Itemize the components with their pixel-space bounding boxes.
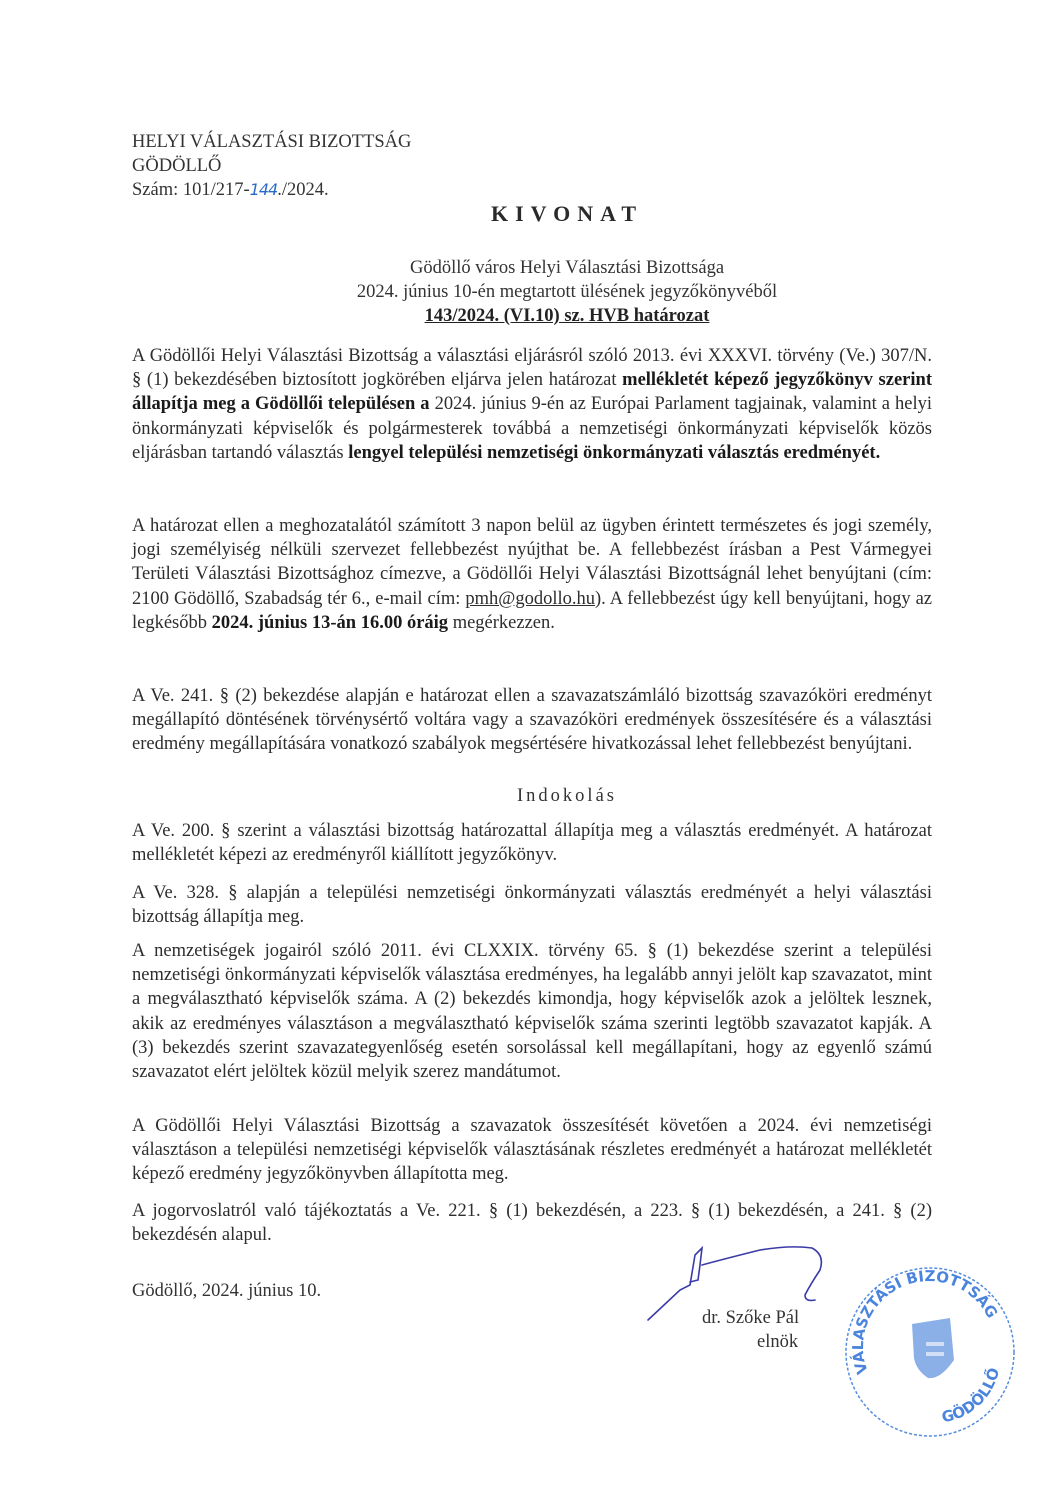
- resolution-number: 143/2024. (VI.10) sz. HVB határozat: [424, 306, 710, 326]
- issuer-header: [132, 130, 411, 202]
- subtitle-line-2: 2024. június 10-én megtartott ülésének jegyzőkönyvéből: [356, 282, 778, 302]
- email-link[interactable]: pmh@godollo.hu: [465, 588, 596, 609]
- reasoning-paragraph-5: A jogorvoslatról való tájékoztatás a Ve. 221. § (1) bekezdésén, a 223. § (1) bekezdésén, a 241. § (2) bekezdésén alapul.: [132, 1201, 932, 1246]
- subtitle-line-1: Gödöllő város Helyi Választási Bizottsága: [409, 258, 725, 278]
- document-subtitle: [0, 256, 1059, 328]
- reasoning-paragraph-2: A Ve. 328. § alapján a települési nemzetiségi önkormányzati választás eredményét a helyi választási bizottság állapítja meg.: [132, 883, 932, 928]
- paragraph-decision: A Gödöllői Helyi Választási Bizottság a választási eljárásról szóló 2013. évi XXXVI. törvény (Ve.) 307/N. § (1) bekezdésében biztosított jogkörében eljárva jelen határozat mellékletét képező jegyzőkönyv szerint állapítja meg a Gödöllői településen a 2024. június 9-én az Európai Parlament tagjainak, valamint a helyi önkormányzati képviselők és polgármesterek továbbá a nemzetiségi önkormányzati képviselők közös eljárásban tartandó választás lengyel települési nemzetiségi önkormányzati választás eredményét.: [132, 346, 932, 463]
- issuer-name: HELYI VÁLASZTÁSI BIZOTTSÁG: [132, 132, 412, 152]
- official-stamp-icon: [840, 1262, 1020, 1442]
- reasoning-paragraph-1: A Ve. 200. § szerint a választási bizottság határozattal állapítja meg a választás eredményét. A határozat mellékletét képezi az eredményről kiállított jegyzőkönyv.: [132, 821, 932, 866]
- document-title: KIVONAT: [490, 201, 644, 226]
- paragraph-appeal: A határozat ellen a meghozatalától számított 3 napon belül az ügyben érintett természetes és jogi személy, jogi személyiség nélküli szervezet fellebbezést nyújthat be. A fellebbezést írásban a Pest Vármegyei Területi Választási Bizottsághoz címezve, a Gödöllői Helyi Választási Bizottságnál lehet benyújtani (cím: 2100 Gödöllő, Szabadság tér 6., e-mail cím: pmh@godollo.hu). A fellebbezést úgy kell benyújtani, hogy az legkésőbb 2024. június 13-án 16.00 óráig megérkezzen.: [132, 516, 933, 633]
- handwritten-number: 144: [249, 180, 278, 199]
- paragraph-appeal-grounds: A Ve. 241. § (2) bekezdése alapján e határozat ellen a szavazatszámláló bizottság szavazóköri eredményt megállapító döntésének törvénysértő voltára vagy a szavazóköri eredmények összesítésére és a választási eredmény megállapítására vonatkozó szabályok megsértésére hivatkozással lehet fellebbezést benyújtani.: [132, 686, 932, 755]
- reasoning-paragraph-3: A nemzetiségek jogairól szóló 2011. évi CLXXIX. törvény 65. § (1) bekezdése szerint a települési nemzetiségi önkormányzati képviselők választása eredményes, ha legalább annyi jelölt kap szavazatot, mint a megválasztható képviselők száma. A (2) bekezdés kimondja, hogy képviselők azok a jelöltek lesznek, akik az eredményes választáson a megválasztható képviselők száma szerinti legtöbb szavazatot kapják. A (3) bekezdés szerint szavazategyenlőség esetén sorsolással kell megállapítani, hogy az egyenlő számú szavazatot elért jelöltek közül melyik szerez mandátumot.: [132, 941, 932, 1083]
- signer-name: dr. Szőke Pál: [702, 1308, 800, 1328]
- issuer-city: GÖDÖLLŐ: [132, 156, 222, 176]
- svg-text:GÖDÖLLŐ: GÖDÖLLŐ: [939, 1365, 1004, 1427]
- signer-block: [702, 1306, 799, 1354]
- signer-role: elnök: [757, 1332, 799, 1352]
- svg-text:VÁLASZTÁSI BIZOTTSÁG: VÁLASZTÁSI BIZOTTSÁG: [849, 1267, 1002, 1377]
- reasoning-title: Indokolás: [517, 786, 617, 806]
- reasoning-paragraph-4: A Gödöllői Helyi Választási Bizottság a szavazatok összesítését követően a 2024. évi nemzetiségi választáson a települési nemzetiségi képviselők választásának részletes eredményét a határozat mellékletét képező eredmény jegyzőkönyvben állapította meg.: [132, 1116, 932, 1185]
- document-number: Szám: 101/217-144./2024.: [132, 180, 329, 200]
- place-and-date: Gödöllő, 2024. június 10.: [132, 1281, 322, 1301]
